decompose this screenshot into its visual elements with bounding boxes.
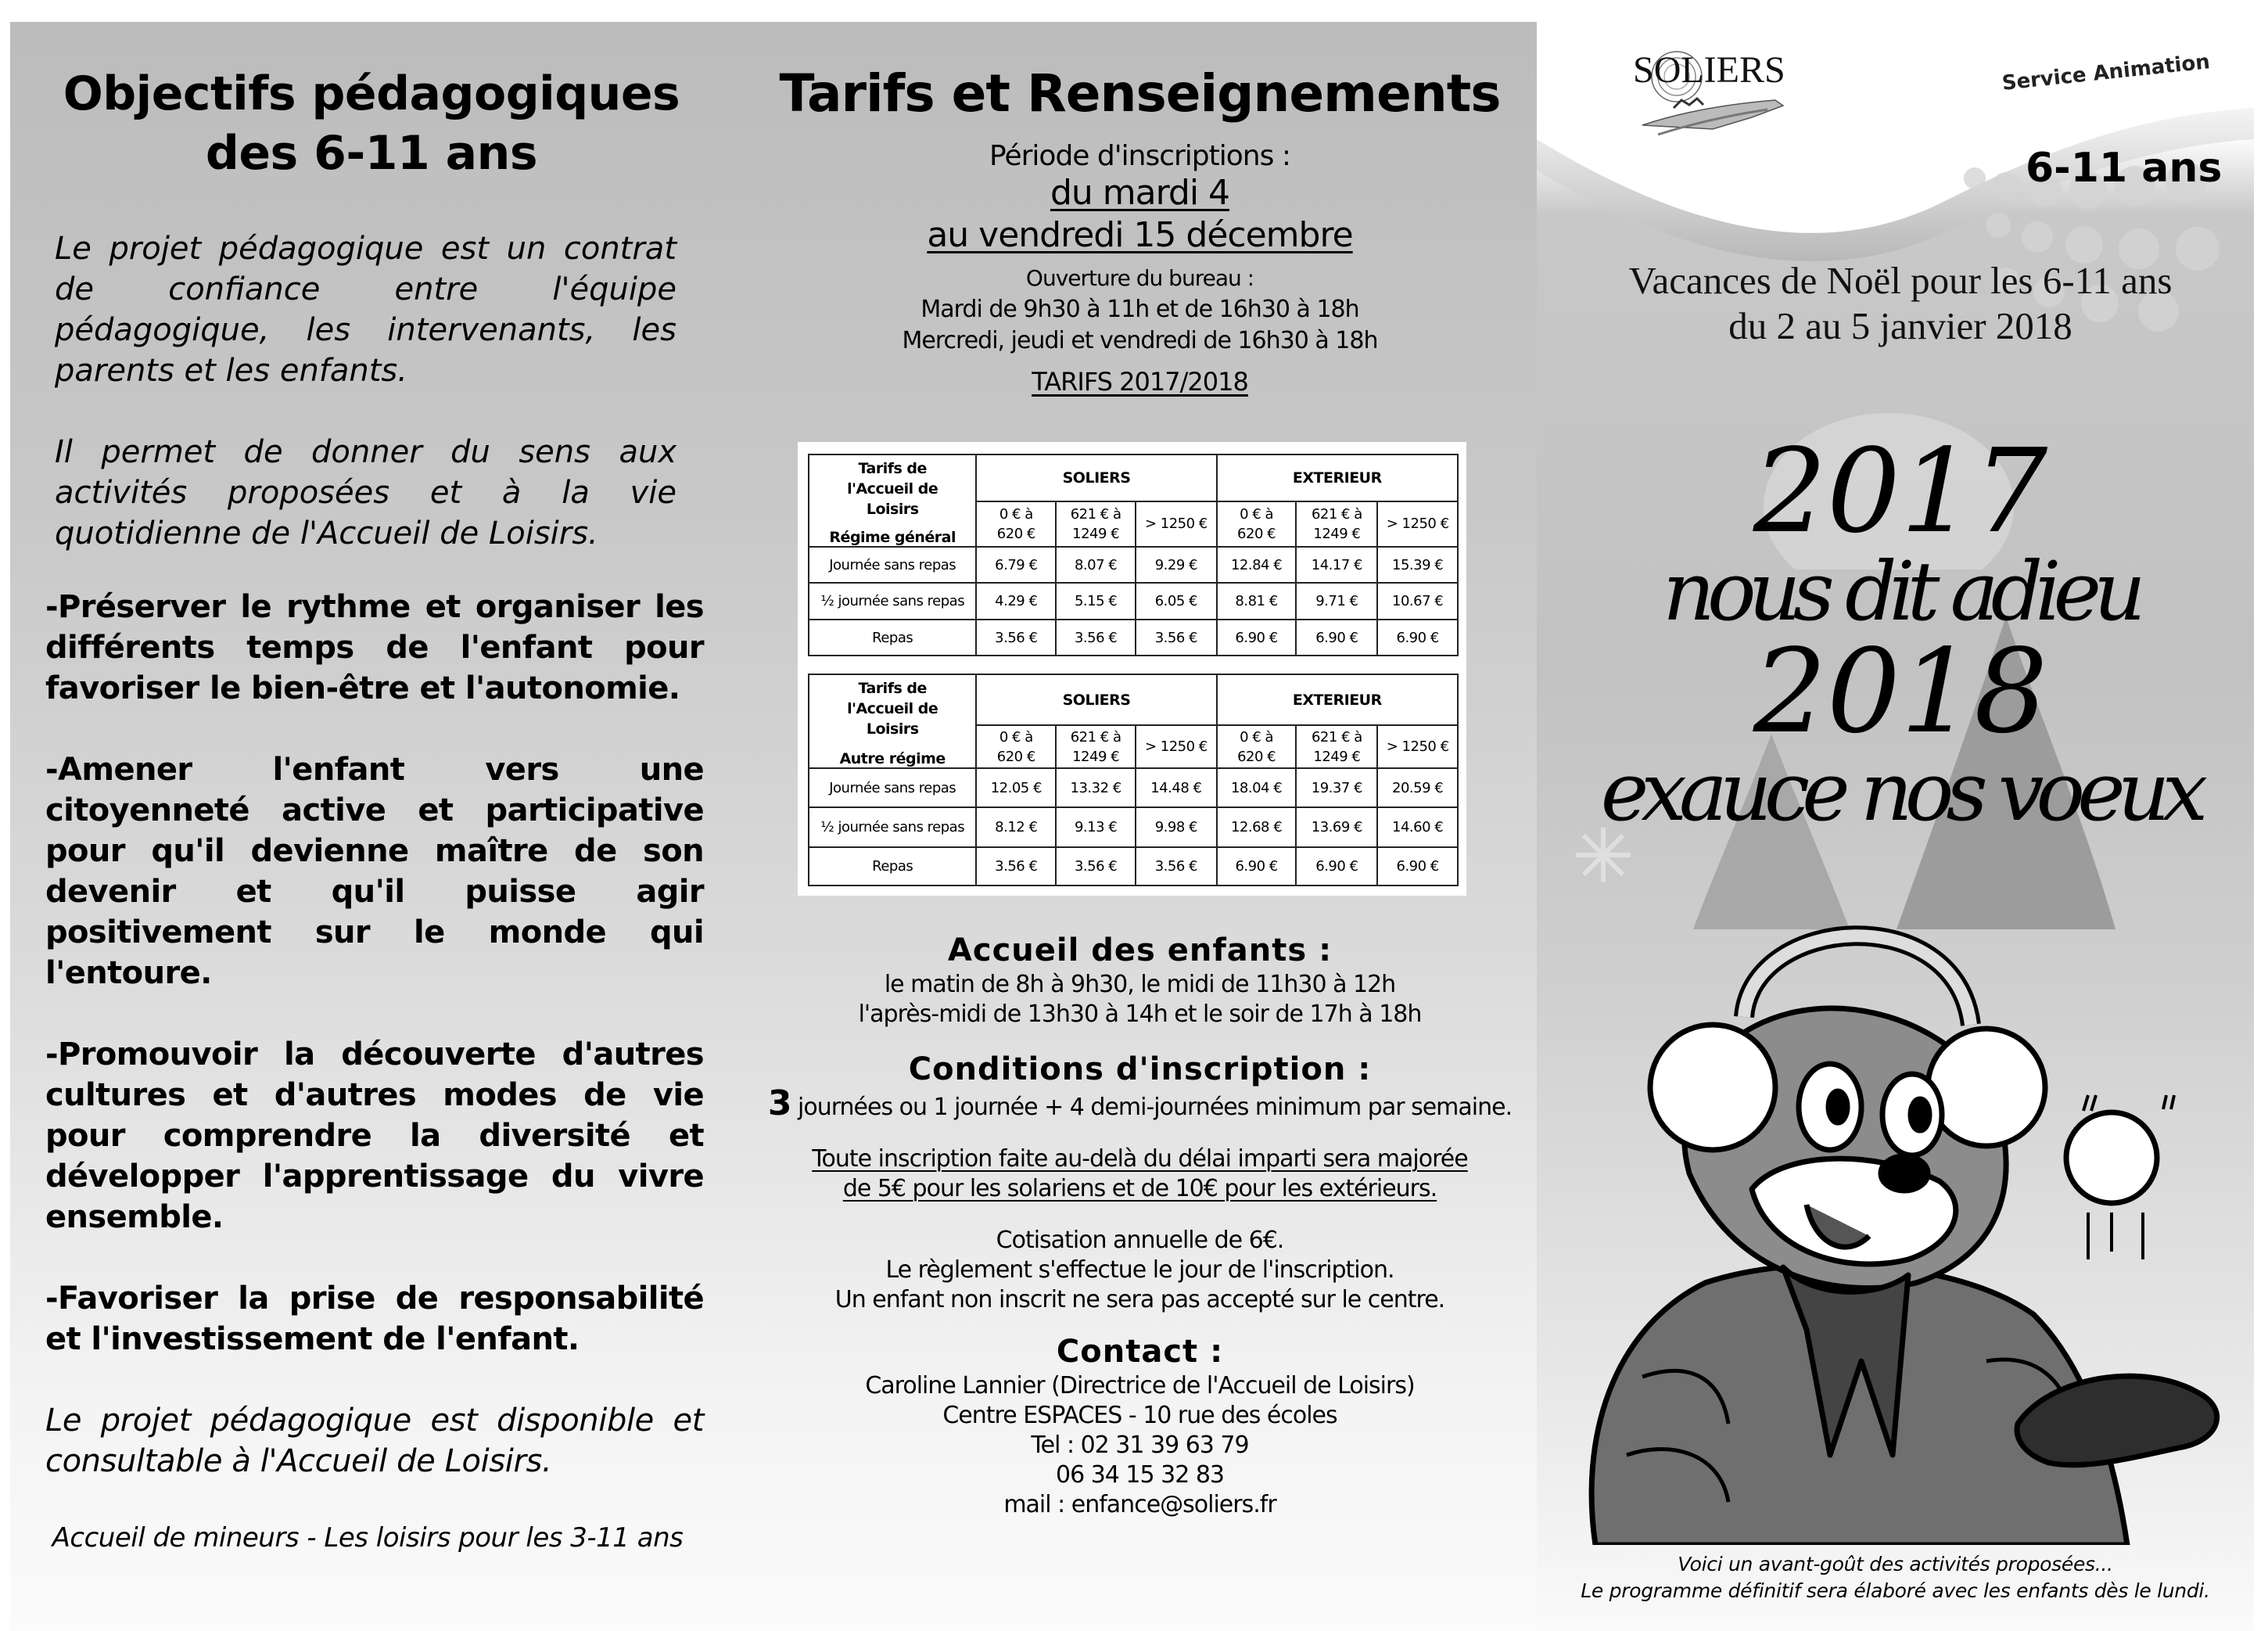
price-cell: 19.37 € bbox=[1296, 768, 1377, 807]
price-cell: 13.69 € bbox=[1296, 807, 1377, 847]
row-label: ½ journée sans repas bbox=[809, 583, 976, 620]
row-label: Repas bbox=[809, 620, 976, 656]
service-animation-label: Service Animation bbox=[2001, 50, 2212, 95]
objectives-list bbox=[31, 587, 712, 1360]
price-cell: 8.07 € bbox=[1056, 547, 1136, 583]
bracket-header: 621 € à 1249 € bbox=[1056, 725, 1136, 768]
objective-item: -Amener l'enfant vers une citoyenneté active et participative pour qu'il devienne maître de son devenir et qu'il puisse agir positivement sur le monde qui l'entoure. bbox=[45, 752, 704, 991]
price-cell: 6.90 € bbox=[1217, 847, 1297, 886]
price-cell: 3.56 € bbox=[976, 847, 1056, 886]
price-cell: 12.84 € bbox=[1217, 547, 1297, 583]
contact-line: Centre ESPACES - 10 rue des écoles bbox=[942, 1402, 1337, 1429]
vacation-line2: du 2 au 5 janvier 2018 bbox=[1728, 304, 2072, 347]
price-cell: 9.71 € bbox=[1296, 583, 1377, 620]
slogan-year-2018: 2018 bbox=[1753, 624, 2048, 759]
table-regime-label: Régime général bbox=[829, 529, 956, 546]
slogan-phrase-2: exauce nos voeux bbox=[1600, 744, 2201, 839]
price-cell: 3.56 € bbox=[1136, 847, 1217, 886]
price-cell: 14.60 € bbox=[1377, 807, 1458, 847]
group-header-exterieur: EXTERIEUR bbox=[1217, 674, 1458, 725]
contact-title: Contact : bbox=[1056, 1334, 1224, 1370]
bracket-header: 0 € à 620 € bbox=[1217, 725, 1297, 768]
price-cell: 14.17 € bbox=[1296, 547, 1377, 583]
registration-period-label: Période d'inscriptions : bbox=[989, 140, 1290, 172]
table-row bbox=[809, 768, 1458, 807]
price-cell: 6.79 € bbox=[976, 547, 1056, 583]
table-corner-header bbox=[809, 674, 976, 768]
vacation-line1: Vacances de Noël pour les 6-11 ans bbox=[1628, 259, 2173, 302]
info-line: Le règlement s'effectue le jour de l'inscription. bbox=[885, 1256, 1394, 1284]
info-line: Un enfant non inscrit ne sera pas accepté sur le centre. bbox=[834, 1286, 1445, 1313]
late-notice-line: Toute inscription faite au-delà du délai imparti sera majorée bbox=[812, 1145, 1468, 1173]
bracket-header: > 1250 € bbox=[1377, 501, 1458, 547]
slogan-year-2017: 2017 bbox=[1753, 424, 2048, 559]
tarifs-panel bbox=[763, 22, 1517, 397]
price-cell: 14.48 € bbox=[1136, 768, 1217, 807]
price-cell: 12.68 € bbox=[1217, 807, 1297, 847]
price-cell: 9.29 € bbox=[1136, 547, 1217, 583]
vacation-dates bbox=[1556, 258, 2245, 349]
conditions-line bbox=[763, 1083, 1517, 1123]
cover-footer bbox=[1537, 1551, 2254, 1604]
contact-mobile: 06 34 15 32 83 bbox=[1055, 1461, 1224, 1489]
tarif-table-regime-general bbox=[808, 454, 1459, 656]
table-row bbox=[809, 547, 1458, 583]
price-cell: 3.56 € bbox=[976, 620, 1056, 656]
table-corner-header bbox=[809, 454, 976, 547]
objectives-title bbox=[31, 64, 712, 183]
bracket-header: 0 € à 620 € bbox=[976, 725, 1056, 768]
bracket-header: > 1250 € bbox=[1136, 501, 1217, 547]
info-line: Cotisation annuelle de 6€. bbox=[996, 1227, 1284, 1254]
row-label: Journée sans repas bbox=[809, 768, 976, 807]
cover-footer-line1: Voici un avant-goût des activités proposées... bbox=[1678, 1553, 2113, 1575]
contact-phone: Tel : 02 31 39 63 79 bbox=[1031, 1432, 1249, 1459]
price-cell: 6.90 € bbox=[1296, 620, 1377, 656]
price-cell: 20.59 € bbox=[1377, 768, 1458, 807]
row-label: ½ journée sans repas bbox=[809, 807, 976, 847]
objective-item: -Favoriser la prise de responsabilité et l'investissement de l'enfant. bbox=[45, 1281, 704, 1357]
price-cell: 13.32 € bbox=[1056, 768, 1136, 807]
price-cell: 10.67 € bbox=[1377, 583, 1458, 620]
bracket-header: > 1250 € bbox=[1377, 725, 1458, 768]
price-cell: 3.56 € bbox=[1056, 847, 1136, 886]
row-label: Repas bbox=[809, 847, 976, 886]
price-cell: 6.05 € bbox=[1136, 583, 1217, 620]
office-hours-line: Mercredi, jeudi et vendredi de 16h30 à 18h bbox=[902, 327, 1378, 354]
bracket-header: 621 € à 1249 € bbox=[1296, 501, 1377, 547]
table-row bbox=[809, 847, 1458, 886]
cover-footer-line2: Le programme définitif sera élaboré avec les enfants dès le lundi. bbox=[1581, 1579, 2210, 1602]
price-cell: 6.90 € bbox=[1296, 847, 1377, 886]
office-hours-label: Ouverture du bureau : bbox=[1025, 265, 1254, 291]
price-cell: 5.15 € bbox=[1056, 583, 1136, 620]
contact-line: Caroline Lannier (Directrice de l'Accueil de Loisirs) bbox=[865, 1372, 1415, 1399]
price-cell: 9.98 € bbox=[1136, 807, 1217, 847]
registration-dates-line1: du mardi 4 bbox=[1050, 173, 1230, 213]
reception-line: le matin de 8h à 9h30, le midi de 11h30 à 12h bbox=[884, 971, 1396, 998]
info-section bbox=[763, 931, 1517, 1520]
group-header-soliers: SOLIERS bbox=[976, 454, 1216, 501]
reception-title: Accueil des enfants : bbox=[947, 932, 1333, 968]
bracket-header: > 1250 € bbox=[1136, 725, 1217, 768]
bracket-header: 0 € à 620 € bbox=[1217, 501, 1297, 547]
price-cell: 4.29 € bbox=[976, 583, 1056, 620]
bracket-header: 0 € à 620 € bbox=[976, 501, 1056, 547]
table-row bbox=[809, 807, 1458, 847]
office-hours-line: Mardi de 9h30 à 11h et de 16h30 à 18h bbox=[920, 296, 1359, 323]
group-header-exterieur: EXTERIEUR bbox=[1217, 454, 1458, 501]
objective-item: -Préserver le rythme et organiser les différents temps de l'enfant pour favoriser le bien-être et l'autonomie. bbox=[45, 589, 704, 706]
availability-note: Le projet pédagogique est disponible et consultable à l'Accueil de Loisirs. bbox=[45, 1403, 704, 1479]
intro-paragraph: Le projet pédagogique est un contrat de confiance entre l'équipe pédagogique, les intervenants, les parents et les enfants. bbox=[55, 231, 676, 389]
contact-email[interactable]: mail : enfance@soliers.fr bbox=[1003, 1491, 1276, 1518]
objectives-title-line1: Objectifs pédagogiques bbox=[63, 66, 680, 121]
objective-item: -Promouvoir la découverte d'autres cultures et d'autres modes de vie pour comprendre la diversité et développer l'apprentissage du vivre ensemble. bbox=[45, 1036, 704, 1235]
price-cell: 6.90 € bbox=[1377, 620, 1458, 656]
objectives-panel bbox=[31, 22, 712, 1482]
price-cell: 3.56 € bbox=[1136, 620, 1217, 656]
table-row bbox=[809, 583, 1458, 620]
price-cell: 3.56 € bbox=[1056, 620, 1136, 656]
soliers-logo-text: SOLIERS bbox=[1633, 49, 1785, 91]
row-label: Journée sans repas bbox=[809, 547, 976, 583]
bracket-header: 621 € à 1249 € bbox=[1056, 501, 1136, 547]
reception-line: l'après-midi de 13h30 à 14h et le soir de 17h à 18h bbox=[858, 1001, 1422, 1028]
conditions-text: journées ou 1 journée + 4 demi-journées minimum par semaine. bbox=[791, 1094, 1513, 1121]
price-cell: 15.39 € bbox=[1377, 547, 1458, 583]
objectives-title-line2: des 6-11 ans bbox=[205, 126, 538, 181]
table-regime-label: Autre régime bbox=[839, 750, 946, 767]
slogan-phrase-1: nous dit adieu bbox=[1662, 544, 2139, 639]
wolf-mascot-illustration bbox=[1548, 892, 2252, 1545]
tarifs-heading: Tarifs et Renseignements bbox=[779, 63, 1501, 124]
conditions-number: 3 bbox=[767, 1083, 791, 1123]
late-notice-line: de 5€ pour les solariens et de 10€ pour les extérieurs. bbox=[842, 1175, 1437, 1202]
age-badge: 6-11 ans bbox=[2026, 145, 2223, 192]
registration-dates-line2: au vendredi 15 décembre bbox=[927, 215, 1353, 255]
tarifs-year-title: TARIFS 2017/2018 bbox=[1032, 367, 1248, 397]
price-cell: 18.04 € bbox=[1217, 768, 1297, 807]
conditions-title: Conditions d'inscription : bbox=[908, 1051, 1372, 1087]
price-cell: 9.13 € bbox=[1056, 807, 1136, 847]
price-cell: 6.90 € bbox=[1217, 620, 1297, 656]
left-footer: Accueil de mineurs - Les loisirs pour les 3-11 ans bbox=[52, 1522, 684, 1554]
intro-paragraph: Il permet de donner du sens aux activités proposées et à la vie quotidienne de l'Accueil de Loisirs. bbox=[55, 434, 676, 551]
table-row bbox=[809, 620, 1458, 656]
table-header-title: Tarifs de l'Accueil de Loisirs bbox=[847, 460, 938, 518]
price-cell: 6.90 € bbox=[1377, 847, 1458, 886]
group-header-soliers: SOLIERS bbox=[976, 674, 1216, 725]
price-cell: 8.12 € bbox=[976, 807, 1056, 847]
table-header-title: Tarifs de l'Accueil de Loisirs bbox=[847, 680, 938, 738]
price-cell: 12.05 € bbox=[976, 768, 1056, 807]
price-cell: 8.81 € bbox=[1217, 583, 1297, 620]
new-year-slogan bbox=[1556, 424, 2245, 839]
bracket-header: 621 € à 1249 € bbox=[1296, 725, 1377, 768]
tarif-table-autre-regime bbox=[808, 674, 1459, 886]
